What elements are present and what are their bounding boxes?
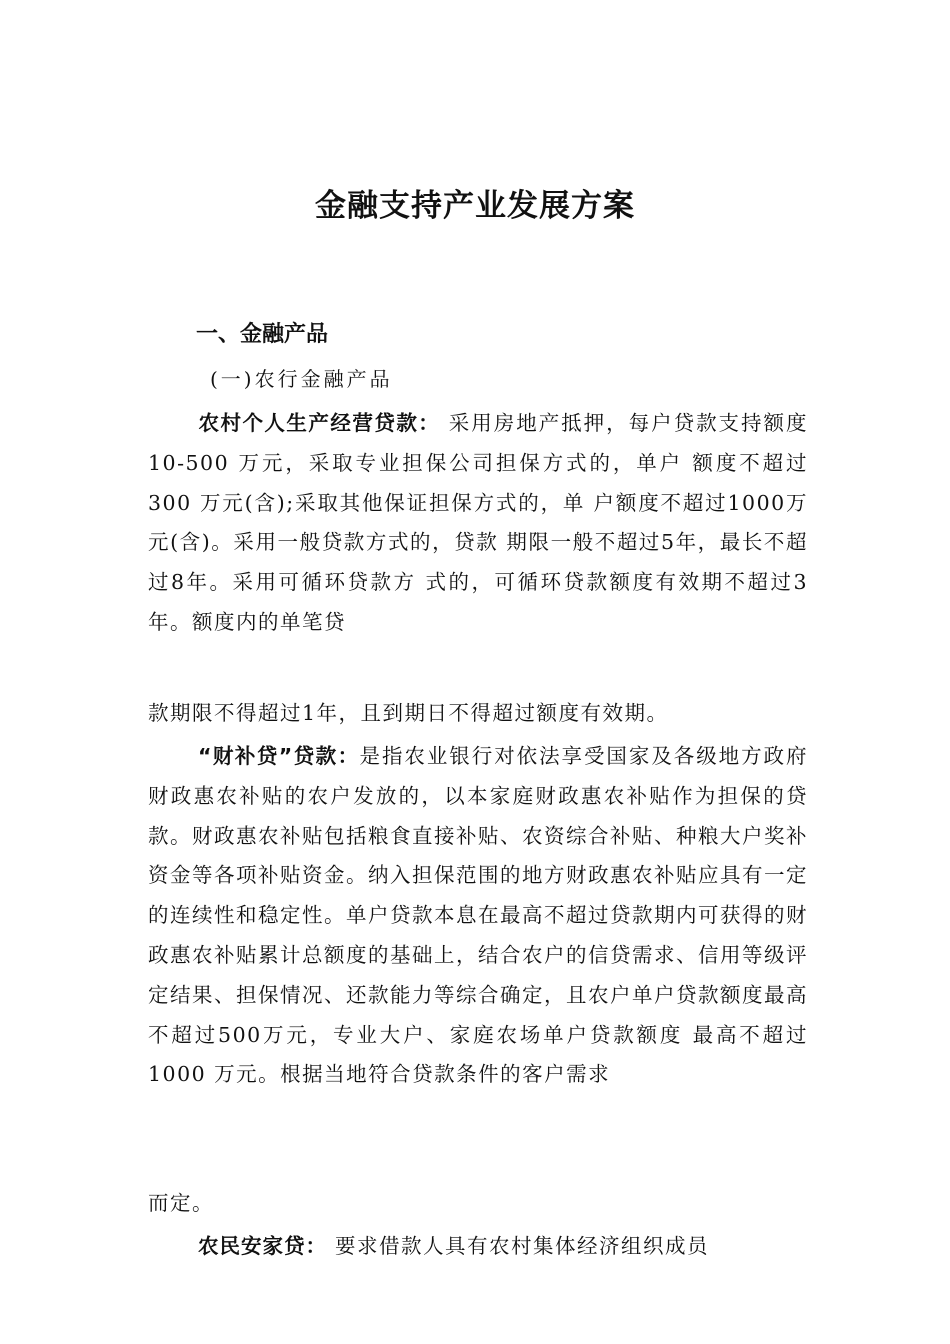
paragraph-label: “财补贷”贷款： — [198, 744, 360, 768]
subsection-heading: (一)农行金融产品 — [210, 367, 393, 391]
paragraph-label: 农村个人生产经营贷款： — [198, 411, 441, 435]
paragraph-label: 农民安家贷： — [198, 1234, 327, 1258]
document-title: 金融支持产业发展方案 — [315, 188, 635, 224]
paragraph-continuation: 款期限不得超过1年，且到期日不得超过额度有效期。 — [148, 701, 669, 725]
paragraph-text: 采用房地产抵押，每户贷款支持额度10-500 万元，采取专业担保公司担保方式的，单户 额度不超过300 万元(含);采取其他保证担保方式的，单 户额度不超过1000万元(含)。采用一般贷款方式的，贷款 期限一般不超过5年，最长不超过8年。采用可循环贷款方 式的，可循环贷款额度有效期不超过3年。额度内的单笔贷 — [148, 411, 809, 634]
section-heading: 一、金融产品 — [196, 322, 329, 347]
paragraph-settle-loan — [148, 1227, 808, 1267]
paragraph-rural-business-loan — [148, 404, 808, 643]
paragraph-fiscal-subsidy-loan — [148, 737, 808, 1095]
paragraph-text: 要求借款人具有农村集体经济组织成员 — [327, 1234, 710, 1258]
paragraph-continuation: 而定。 — [148, 1191, 214, 1215]
paragraph-text: 是指农业银行对依法享受国家及各级地方政府财政惠农补贴的农户发放的，以本家庭财政惠农补贴作为担保的贷款。财政惠农补贴包括粮食直接补贴、农资综合补贴、种粮大户奖补资金等各项补贴资金。纳入担保范围的地方财政惠农补贴应具有一定的连续性和稳定性。单户贷款本息在最高不超过贷款期内可获得的财政惠农补贴累计总额度的基础上，结合农户的信贷需求、信用等级评定结果、担保情况、还款能力等综合确定，且农户单户贷款额度最高不超过500万元，专业大户、家庭农场单户贷款额度 最高不超过1000 万元。根据当地符合贷款条件的客户需求 — [148, 744, 808, 1087]
